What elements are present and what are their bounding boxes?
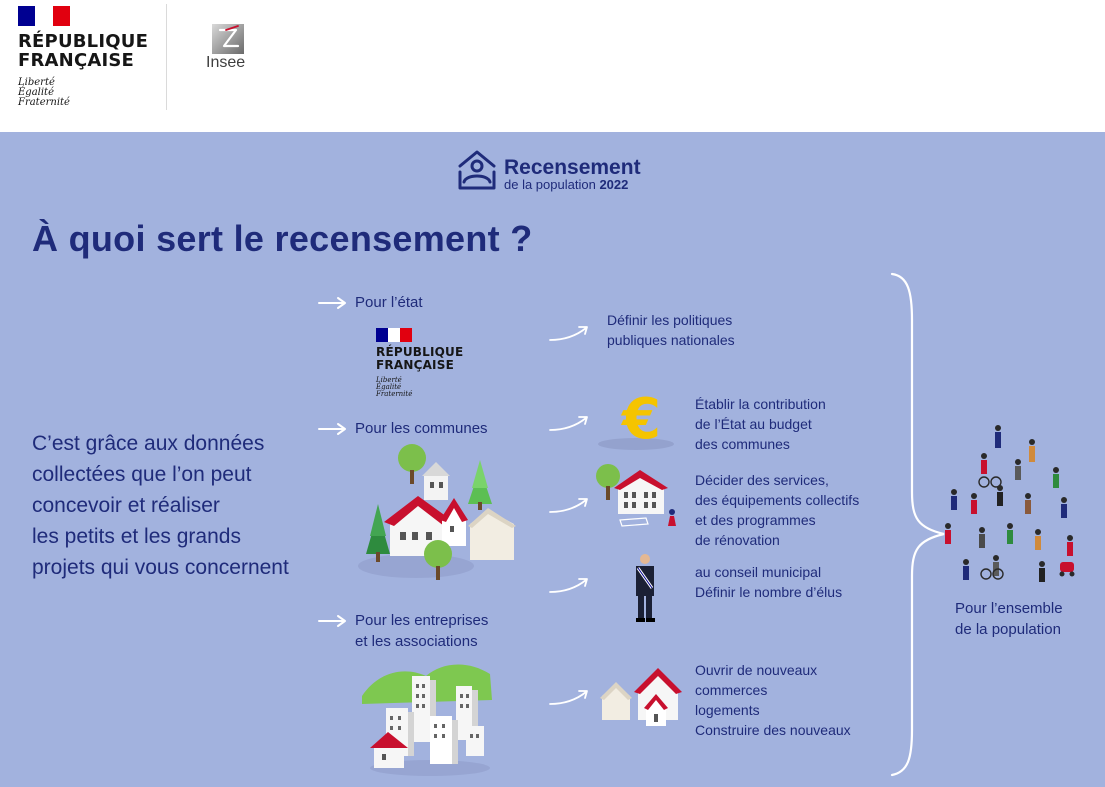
arrow-right-icon bbox=[318, 422, 348, 436]
population-label bbox=[955, 598, 1063, 640]
stakeholder-state: Pour l’état bbox=[355, 294, 423, 311]
brand-subtitle-prefix: de la population bbox=[504, 177, 596, 192]
stakeholder-business-line2: et les associations bbox=[355, 633, 478, 650]
rf-motto-egalite: Égalité bbox=[18, 87, 54, 98]
curved-arrow-icon bbox=[548, 412, 590, 434]
header bbox=[0, 0, 1105, 132]
arrow-right-icon bbox=[318, 296, 348, 310]
curved-arrow-icon bbox=[548, 322, 590, 344]
brand-subtitle bbox=[504, 178, 628, 192]
outcome-line: des équipements collectifs bbox=[695, 492, 860, 508]
brand-title: Recensement bbox=[504, 156, 641, 179]
outcome-line: de rénovation bbox=[695, 532, 780, 548]
intro-line: C’est grâce aux données bbox=[32, 432, 265, 455]
outcome-line: logements bbox=[695, 702, 760, 718]
outcome-budget bbox=[695, 394, 826, 454]
intro-line: concevoir et réaliser bbox=[32, 494, 220, 517]
stakeholder-business bbox=[355, 610, 488, 652]
rf-name-line1: RÉPUBLIQUE bbox=[18, 31, 149, 52]
stakeholder-business-line1: Pour les entreprises bbox=[355, 612, 489, 629]
outcome-line: et des programmes bbox=[695, 512, 816, 528]
elected-official-illustration bbox=[630, 552, 660, 624]
outcome-line: publiques nationales bbox=[607, 332, 735, 348]
census-brand bbox=[456, 144, 696, 198]
page-title: À quoi sert le recensement ? bbox=[32, 218, 533, 259]
outcome-line: commerces bbox=[695, 682, 768, 698]
brand-year: 2022 bbox=[599, 177, 629, 192]
outcome-line: Décider des services, bbox=[695, 472, 829, 488]
outcome-line: Ouvrir de nouveaux bbox=[695, 662, 818, 678]
state-rf-motto-fraternite: Fraternité bbox=[376, 390, 413, 398]
village-illustration bbox=[356, 444, 520, 586]
town-hall-illustration bbox=[594, 462, 686, 532]
outcome-line: Construire des nouveaux bbox=[695, 722, 851, 738]
outcome-line: Définir le nombre d’élus bbox=[695, 584, 843, 600]
insee-wordmark: Insee bbox=[206, 54, 246, 71]
stakeholder-communes: Pour les communes bbox=[355, 420, 488, 437]
population-line: de la population bbox=[955, 621, 1061, 638]
outcome-policies bbox=[607, 310, 735, 350]
svg-text:€: € bbox=[622, 387, 661, 452]
insee-mark-icon bbox=[212, 24, 244, 54]
outcome-line: Définir les politiques bbox=[607, 312, 733, 328]
state-rf-name-line1: RÉPUBLIQUE bbox=[376, 345, 464, 359]
arrow-right-icon bbox=[318, 614, 348, 628]
outcome-line: de l’État au budget bbox=[695, 416, 812, 432]
state-rf-name-line2: FRANÇAISE bbox=[376, 358, 454, 372]
state-rf-motto-egalite: Égalité bbox=[376, 383, 402, 391]
state-rf-motto-liberte: Liberté bbox=[376, 376, 402, 384]
outcome-line: au conseil municipal bbox=[695, 564, 822, 580]
state-republique-francaise-logo bbox=[376, 328, 486, 412]
outcome-line: Établir la contribution bbox=[695, 396, 826, 412]
outcome-services bbox=[695, 470, 859, 550]
census-poster bbox=[0, 132, 1105, 787]
insee-logo[interactable] bbox=[200, 24, 270, 78]
curved-arrow-icon bbox=[548, 686, 590, 708]
french-flag-icon bbox=[18, 6, 70, 26]
intro-line: les petits et les grands bbox=[32, 525, 241, 548]
euro-icon bbox=[596, 386, 682, 452]
rf-name-line2: FRANÇAISE bbox=[18, 50, 135, 71]
population-line: Pour l’ensemble bbox=[955, 600, 1063, 617]
french-flag-icon bbox=[376, 328, 412, 342]
intro-line: projets qui vous concernent bbox=[32, 556, 289, 579]
crowd-illustration bbox=[938, 422, 1088, 592]
outcome-line: des communes bbox=[695, 436, 790, 452]
intro-text bbox=[32, 428, 362, 583]
state-rf-motto bbox=[376, 377, 486, 398]
home-person-icon bbox=[456, 144, 498, 194]
intro-line: collectées que l’on peut bbox=[32, 463, 252, 486]
shops-illustration bbox=[596, 660, 688, 730]
city-illustration bbox=[360, 656, 496, 778]
rf-motto-liberte: Liberté bbox=[18, 77, 55, 88]
curved-arrow-icon bbox=[548, 494, 590, 516]
header-divider bbox=[166, 4, 167, 110]
outcome-council bbox=[695, 562, 842, 602]
republique-francaise-logo[interactable] bbox=[18, 6, 168, 116]
curved-arrow-icon bbox=[548, 574, 590, 596]
rf-motto-fraternite: Fraternité bbox=[18, 97, 70, 108]
outcome-commerce bbox=[695, 660, 851, 740]
rf-motto bbox=[18, 78, 168, 108]
